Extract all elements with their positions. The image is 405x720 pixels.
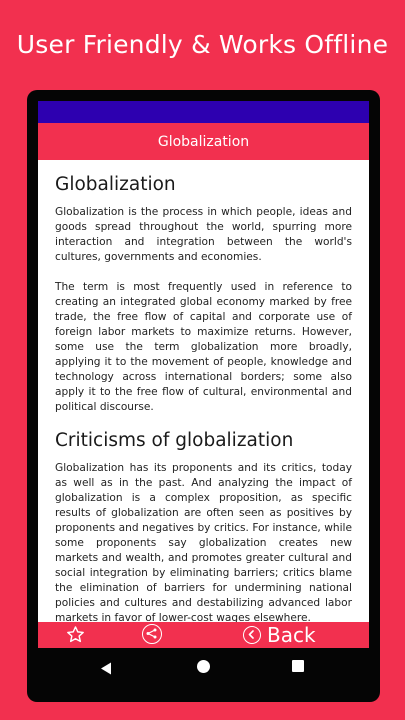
paragraph: Globalization has its proponents and its critics, today as well as in the past. And analyzing the impact of globalization is a complex proposition, as specific results of globalization are often seen as positives by proponents and negatives by critics. For instance, while some proponents say globalization creates new markets and wealth, and promotes greater cultural and social integration by eliminating barriers; critics blame the elimination of barriers for undermining national policies and cultures and destabilizing advanced labor markets in favor of lower-cost wages elsewhere. [55,462,352,622]
paragraph: Globalization is the process in which people, ideas and goods spread throughout the world, spurring more interaction and integration between the world's cultures, governments and economies. [55,206,352,263]
promo-headline: User Friendly & Works Offline [16,30,389,59]
system-nav-bar [38,648,369,688]
nav-home-icon[interactable] [197,660,210,673]
article-content[interactable] [38,160,369,622]
chevron-left-icon [243,626,261,644]
section-heading: Criticisms of globalization [55,430,294,451]
app-bar [38,123,369,160]
app-bar-title: Globalization [157,133,250,150]
section-heading: Globalization [55,174,176,195]
back-button[interactable] [243,622,316,648]
nav-recents-icon[interactable] [292,660,304,672]
status-bar [38,101,369,123]
bottom-bar [38,622,369,648]
back-label: Back [267,623,316,647]
paragraph: The term is most frequently used in reference to creating an integrated global economy marked by free trade, the free flow of capital and corporate use of foreign labor markets to maximize returns. However, some use the term globalization more broadly, applying it to the movement of people, knowledge and technology across international borders; some also apply it to the free flow of cultural, environmental and political discourse. [55,281,352,413]
share-icon[interactable] [142,624,162,644]
star-icon[interactable] [66,625,85,648]
nav-back-icon[interactable] [100,660,112,679]
